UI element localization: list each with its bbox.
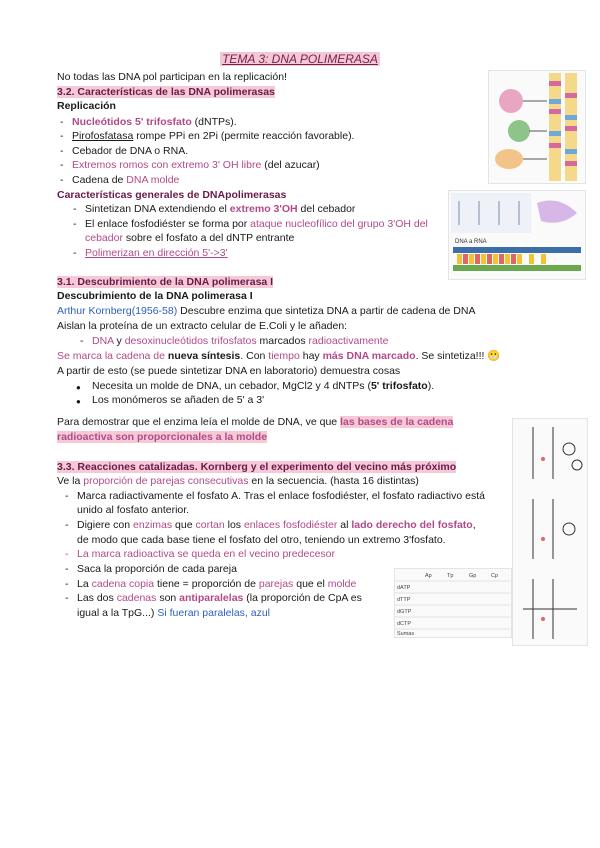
list-item-continuation: igual a la TpG...) Si fueran paralelas, azul [77, 607, 271, 619]
list-item: - Nucleótidos 5' trifosfato (dNTPs). [72, 116, 237, 129]
nearest-neighbor-table [394, 568, 512, 638]
svg-text:dGTP: dGTP [397, 609, 412, 615]
list-item: ● Los monómeros se añaden de 5' a 3' [92, 394, 264, 407]
svg-text:Cp: Cp [491, 573, 499, 579]
list-item: - Polimerizan en dirección 5'->3' [85, 247, 228, 260]
svg-text:dATP: dATP [397, 585, 411, 591]
svg-text:dCTP: dCTP [397, 621, 412, 627]
list-item: - El enlace fosfodiéster se forma por ataque nucleofílico del grupo 3'OH del [85, 218, 428, 231]
general-characteristics-heading: Características generales de DNApolimerasas [57, 189, 287, 201]
text-line: radioactiva son proporcionales a la molde [57, 431, 268, 443]
svg-text:Gp: Gp [469, 573, 477, 579]
list-item: - La cadena copia tiene = proporción de parejas que el molde [77, 578, 356, 591]
text-line: Ve la proporción de parejas consecutivas en la secuencia. (hasta 16 distintas) [57, 475, 419, 487]
svg-text:Tp: Tp [447, 573, 454, 579]
section-3-3-heading: 3.3. Reacciones catalizadas. Kornberg y el experimento del vecino más próximo [57, 461, 457, 473]
nearest-neighbor-figure [512, 418, 588, 646]
text-line: Para demostrar que el enzima leía el molde de DNA, ve que las bases de la cadena [57, 416, 454, 428]
list-item: - Sintetizan DNA extendiendo el extremo 3'OH del cebador [85, 203, 355, 216]
data-table-icon [395, 569, 511, 637]
list-item: - Cebador de DNA o RNA. [72, 145, 188, 158]
list-item: - Extremos romos con extremo 3' OH libre (del azucar) [72, 159, 320, 172]
nearest-neighbor-diagram-icon [513, 419, 587, 645]
kornberg-line: Arthur Kornberg(1956-58) Descubre enzima que sintetiza DNA a partir de cadena de DNA [57, 305, 476, 317]
dna-replication-figure [488, 70, 586, 184]
list-item-continuation: cebador sobre el fosfato a del dNTP entrante [85, 232, 295, 244]
list-item: ● Necesita un molde de DNA, un cebador, MgCl2 y 4 dNTPs (5' trifosfato). [92, 380, 434, 393]
list-item: - Las dos cadenas son antiparalelas (la proporción de CpA es [77, 592, 362, 605]
dna-to-rna-figure [448, 190, 586, 280]
list-item: - La marca radioactiva se queda en el vecino predecesor [77, 548, 335, 561]
intro-text: No todas las DNA pol participan en la replicación! [57, 71, 287, 83]
replication-diagram-icon [489, 71, 585, 183]
section-3-1-subheading: Descubrimiento de la DNA polimerasa I [57, 290, 253, 302]
list-item: - Marca radiactivamente el fosfato A. Tras el enlace fosfodiéster, el fosfato radiactivo está [77, 490, 485, 503]
list-item: - DNA y desoxinucleótidos trifosfatos marcados radioactivamente [92, 335, 389, 348]
list-item: - Digiere con enzimas que cortan los enlaces fosfodiéster al lado derecho del fosfato, [77, 519, 476, 532]
svg-text:Sumas: Sumas [397, 631, 415, 637]
list-item-continuation: de modo que cada base tiene el fosfato del otro, teniendo un extremo 3'fosfato. [77, 534, 446, 546]
list-item-continuation: unido al fosfato anterior. [77, 504, 190, 516]
replicacion-subheading: Replicación [57, 100, 116, 112]
svg-text:dTTP: dTTP [397, 597, 411, 603]
list-item: - Pirofosfatasa rompe PPi en 2Pi (permite reacción favorable). [72, 130, 354, 143]
fig2-title: DNA a RNA [455, 239, 487, 245]
list-item: - Cadena de DNA molde [72, 174, 179, 187]
dna-rna-diagram-icon [449, 191, 585, 279]
page-title: TEMA 3: DNA POLIMERASA [222, 52, 378, 66]
section-3-2-heading: 3.2. Características de las DNA polimerasas [57, 86, 275, 98]
text-line: A partir de esto (se puede sintetizar DNA en laboratorio) demuestra cosas [57, 365, 401, 377]
text-line: Se marca la cadena de nueva síntesis. Con tiempo hay más DNA marcado. Se sintetiza!!! 😬 [57, 350, 501, 362]
text-line: Aislan la proteína de un extracto celular de E.Coli y le añaden: [57, 320, 348, 332]
list-item: - Saca la proporción de cada pareja [77, 563, 237, 576]
svg-text:Ap: Ap [425, 573, 432, 579]
section-3-1-heading: 3.1. Descubrimiento de la DNA polimerasa I [57, 276, 274, 288]
